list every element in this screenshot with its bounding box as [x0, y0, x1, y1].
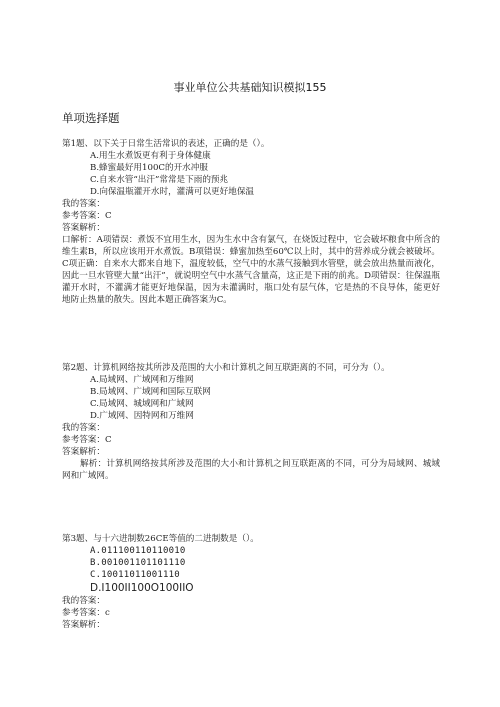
question-stem: 第2题、计算机网络按其所涉及范围的大小和计算机之间互联距离的不同，可分为（）。 [62, 363, 390, 373]
analysis-label: 答案解析： [62, 223, 105, 233]
question-stem: 第3题、与十六进制数26CE等值的二进制数是（）。 [62, 534, 259, 544]
analysis-label: 答案解析： [62, 447, 105, 457]
analysis-text: 解析：计算机网络按其所涉及范围的大小和计算机之间互联距离的不同，可分为局域网、城域网和广域网。 [62, 459, 440, 481]
reference-answer-label: 参考答案： [62, 435, 105, 445]
question-2 [62, 362, 440, 482]
option-d: D.广域网、因特网和万维网 [90, 411, 194, 421]
reference-answer [62, 607, 440, 619]
section-title: 单项选择题 [62, 111, 120, 125]
reference-answer-label: 参考答案： [62, 211, 105, 221]
option-a: A.用生水煮饭更有利于身体健康 [90, 151, 211, 161]
reference-answer-value: C [104, 211, 112, 221]
option-a: A.011100110110010 [90, 546, 186, 556]
question-stem: 第1题、以下关于日常生活常识的表述，正确的是（）。 [62, 139, 270, 149]
reference-answer [62, 210, 440, 222]
option-b: B.局域网、广域网和国际互联网 [90, 387, 211, 397]
document-title: 事业单位公共基础知识模拟155 [173, 81, 327, 94]
option-d: D.向保温瓶灌开水时，灌满可以更好地保温 [90, 187, 255, 197]
reference-answer [62, 434, 440, 446]
option-c: C.自来水管“出汗”常常是下雨的预兆 [90, 175, 229, 185]
reference-answer-label: 参考答案： [62, 608, 105, 618]
my-answer-label: 我的答案： [62, 596, 105, 606]
option-c: C.局域网、城域网和广域网 [90, 399, 194, 409]
question-3 [62, 533, 440, 631]
question-1 [62, 138, 440, 306]
option-b: B.蜂蜜最好用100C的开水冲服 [90, 163, 208, 173]
option-b: B.001001101101110 [90, 558, 186, 568]
reference-answer-value: C [104, 435, 112, 445]
my-answer-label: 我的答案： [62, 423, 105, 433]
analysis-label: 答案解析： [62, 620, 105, 630]
reference-answer-value: c [104, 608, 110, 618]
analysis-text: 口解析：A项错误：煮饭不宜用生水，因为生水中含有氯气，在烧饭过程中，它会破坏粮食中所含的维生素B，所以应该用开水煮饭。B项错误：蜂蜜加热至60℃以上时，其中的营养成分就会被破坏。C项正确：自来水大都来自地下，温度较低，空气中的水蒸气接触到水管壁，就会放出热量而液化，因此一旦水管壁大量“出汗”，就说明空气中水蒸气含量高，这正是下雨的前兆。D项错误：往保温瓶灌开水时，不灌满才能更好地保温，因为未灌满时，瓶口处有层气体，它是热的不良导体，能更好地防止热量的散失。因此本题正确答案为C。 [62, 235, 440, 305]
option-c: C.10011011001110 [90, 570, 180, 580]
option-d: D.I100II100O100IIO [90, 582, 194, 594]
option-a: A.局域网、广域网和万维网 [90, 375, 194, 385]
my-answer-label: 我的答案： [62, 199, 105, 209]
